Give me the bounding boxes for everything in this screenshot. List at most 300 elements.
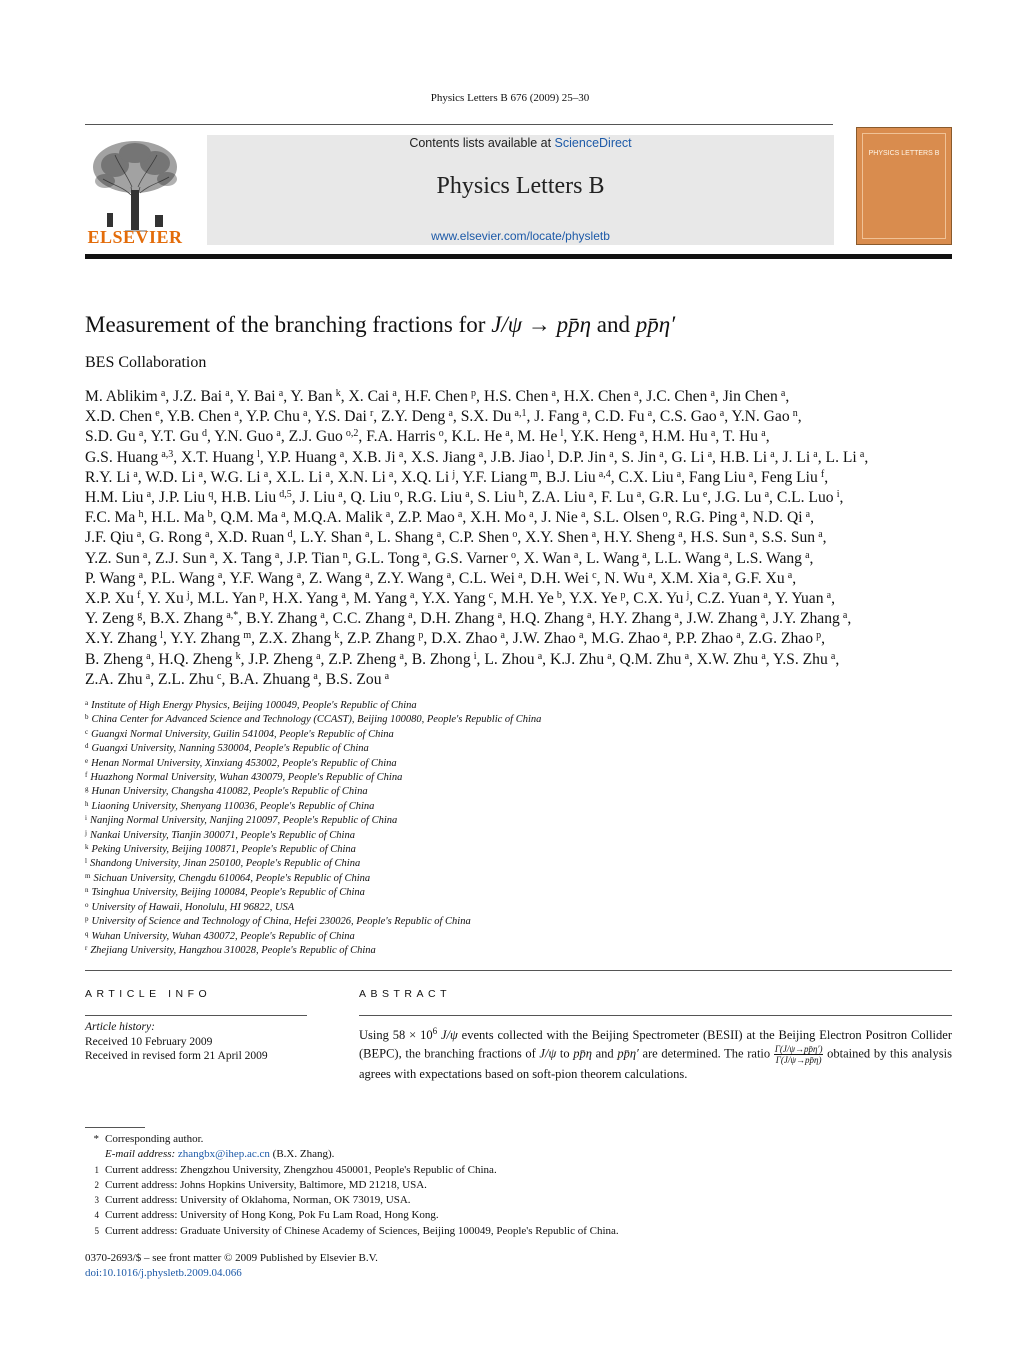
author-name[interactable]: H.X. Yang bbox=[272, 590, 339, 608]
author-name[interactable]: Y.S. Dai bbox=[314, 408, 367, 426]
author-affiliation-mark[interactable]: a bbox=[684, 650, 690, 662]
author-affiliation-mark[interactable]: l bbox=[160, 630, 163, 642]
author-affiliation-mark[interactable]: a bbox=[296, 569, 302, 581]
author-name[interactable]: Y.P. Huang bbox=[267, 448, 337, 466]
author-name[interactable]: H.Q. Zhang bbox=[509, 610, 584, 628]
author-name[interactable]: Z.P. Zhang bbox=[347, 630, 416, 648]
author-affiliation-mark[interactable]: a bbox=[263, 468, 269, 480]
author-affiliation-mark[interactable]: l bbox=[547, 448, 551, 460]
author-affiliation-mark[interactable]: o bbox=[662, 509, 668, 521]
author-affiliation-mark[interactable]: a bbox=[142, 549, 148, 561]
author-name[interactable]: C.L. Luo bbox=[776, 489, 834, 507]
author-affiliation-mark[interactable]: a bbox=[805, 509, 811, 521]
author-name[interactable]: Z.Y. Wang bbox=[377, 569, 444, 587]
author-name[interactable]: Y.N. Guo bbox=[214, 428, 274, 446]
author-affiliation-mark[interactable]: p bbox=[259, 590, 265, 602]
author-name[interactable]: L. Shang bbox=[377, 529, 434, 547]
author-affiliation-mark[interactable]: a bbox=[587, 610, 592, 622]
author-affiliation-mark[interactable]: a bbox=[647, 408, 653, 420]
author-name[interactable]: Y.F. Liang bbox=[462, 468, 528, 486]
author-affiliation-mark[interactable]: l bbox=[257, 448, 260, 460]
author-name[interactable]: C.D. Fu bbox=[594, 408, 645, 426]
author-affiliation-mark[interactable]: a bbox=[274, 549, 280, 561]
author-name[interactable]: Z.A. Zhu bbox=[85, 670, 143, 688]
author-affiliation-mark[interactable]: a bbox=[365, 569, 370, 581]
author-affiliation-mark[interactable]: a bbox=[537, 650, 543, 662]
author-affiliation-mark[interactable]: a bbox=[500, 630, 505, 642]
author-name[interactable]: D.H. Wei bbox=[530, 569, 590, 587]
author-name[interactable]: X.Y. Shen bbox=[525, 529, 589, 547]
author-name[interactable]: Y. Yuan bbox=[774, 590, 824, 608]
author-name[interactable]: X.B. Ji bbox=[351, 448, 396, 466]
author-affiliation-mark[interactable]: a bbox=[278, 388, 284, 399]
author-affiliation-mark[interactable]: a bbox=[578, 630, 584, 642]
author-name[interactable]: Y.X. Ye bbox=[569, 590, 618, 608]
sciencedirect-link[interactable]: ScienceDirect bbox=[554, 136, 632, 150]
author-name[interactable]: P.L. Wang bbox=[150, 569, 215, 587]
author-name[interactable]: F.C. Ma bbox=[85, 509, 136, 527]
author-name[interactable]: X.L. Li bbox=[276, 468, 323, 486]
author-affiliation-mark[interactable]: p bbox=[620, 590, 626, 602]
author-affiliation-mark[interactable]: a bbox=[365, 529, 370, 541]
author-name[interactable]: X.P. Xu bbox=[85, 590, 134, 608]
author-name[interactable]: M. He bbox=[517, 428, 558, 446]
author-name[interactable]: Z.X. Zhang bbox=[258, 630, 332, 648]
author-name[interactable]: R.G. Liu bbox=[407, 489, 463, 507]
author-name[interactable]: H.S. Chen bbox=[483, 388, 549, 405]
author-affiliation-mark[interactable]: a bbox=[607, 650, 612, 662]
author-affiliation-mark[interactable]: k bbox=[235, 650, 241, 662]
author-affiliation-mark[interactable]: a bbox=[422, 549, 428, 561]
author-name[interactable]: M. Ablikim bbox=[85, 388, 158, 405]
author-name[interactable]: J.B. Jiao bbox=[491, 448, 545, 466]
author-affiliation-mark[interactable]: p bbox=[471, 388, 477, 399]
author-affiliation-mark[interactable]: h bbox=[138, 509, 144, 521]
author-name[interactable]: H.F. Chen bbox=[404, 388, 468, 405]
author-name[interactable]: Z.J. Guo bbox=[288, 428, 343, 446]
author-name[interactable]: M. Yang bbox=[353, 590, 407, 608]
author-name[interactable]: N. Wu bbox=[604, 569, 646, 587]
author-name[interactable]: X.Q. Li bbox=[401, 468, 450, 486]
author-affiliation-mark[interactable]: g bbox=[137, 610, 143, 622]
author-name[interactable]: Y. Xu bbox=[147, 590, 184, 608]
author-affiliation-mark[interactable]: m bbox=[530, 468, 539, 480]
author-affiliation-mark[interactable]: a bbox=[410, 590, 415, 602]
author-affiliation-mark[interactable]: a bbox=[518, 569, 523, 581]
author-name[interactable]: Z.A. Liu bbox=[531, 489, 586, 507]
author-affiliation-mark[interactable]: a bbox=[805, 549, 810, 561]
author-affiliation-mark[interactable]: a bbox=[478, 448, 484, 460]
author-name[interactable]: J.W. Zhao bbox=[512, 630, 576, 648]
author-name[interactable]: B.S. Zou bbox=[325, 670, 382, 688]
author-name[interactable]: T. Hu bbox=[722, 428, 759, 446]
author-affiliation-mark[interactable]: a bbox=[761, 428, 766, 440]
author-name[interactable]: Y.T. Gu bbox=[150, 428, 199, 446]
author-affiliation-mark[interactable]: a bbox=[588, 489, 594, 501]
author-affiliation-mark[interactable]: a bbox=[710, 388, 715, 399]
author-name[interactable]: G. Li bbox=[671, 448, 705, 466]
author-name[interactable]: C.X. Yu bbox=[633, 590, 684, 608]
author-affiliation-mark[interactable]: a bbox=[320, 610, 325, 622]
author-affiliation-mark[interactable]: a bbox=[384, 670, 390, 682]
author-name[interactable]: Y.K. Heng bbox=[570, 428, 637, 446]
author-name[interactable]: W.G. Li bbox=[210, 468, 261, 486]
author-affiliation-mark[interactable]: i bbox=[836, 489, 840, 501]
author-name[interactable]: F.A. Harris bbox=[366, 428, 436, 446]
author-name[interactable]: X.M. Xia bbox=[660, 569, 720, 587]
author-affiliation-mark[interactable]: a bbox=[582, 408, 587, 420]
author-affiliation-mark[interactable]: a bbox=[826, 590, 832, 602]
author-affiliation-mark[interactable]: a bbox=[338, 489, 343, 501]
author-affiliation-mark[interactable]: a bbox=[573, 549, 579, 561]
author-affiliation-mark[interactable]: a bbox=[659, 448, 664, 460]
author-name[interactable]: B. Zhong bbox=[411, 650, 471, 668]
author-affiliation-mark[interactable]: a bbox=[780, 388, 786, 399]
author-name[interactable]: W.D. Li bbox=[145, 468, 196, 486]
author-affiliation-mark[interactable]: a bbox=[813, 448, 818, 460]
author-affiliation-mark[interactable]: a bbox=[446, 569, 452, 581]
author-name[interactable]: M.Q.A. Malik bbox=[293, 509, 383, 527]
author-affiliation-mark[interactable]: a bbox=[764, 489, 770, 501]
author-name[interactable]: G.S. Huang bbox=[85, 448, 159, 466]
author-name[interactable]: D.X. Zhao bbox=[431, 630, 498, 648]
author-name[interactable]: H.Y. Sheng bbox=[603, 529, 676, 547]
author-affiliation-mark[interactable]: a,* bbox=[226, 610, 239, 622]
author-name[interactable]: Q.M. Zhu bbox=[619, 650, 682, 668]
author-name[interactable]: L. Li bbox=[825, 448, 857, 466]
author-name[interactable]: M.G. Zhao bbox=[591, 630, 661, 648]
author-name[interactable]: Fang Liu bbox=[688, 468, 746, 486]
author-affiliation-mark[interactable]: a bbox=[724, 549, 729, 561]
author-affiliation-mark[interactable]: a bbox=[707, 448, 713, 460]
author-name[interactable]: H.S. Sun bbox=[690, 529, 747, 547]
author-name[interactable]: Y.F. Wang bbox=[229, 569, 294, 587]
author-name[interactable]: R.Y. Li bbox=[85, 468, 131, 486]
author-affiliation-mark[interactable]: a bbox=[385, 509, 391, 521]
author-affiliation-mark[interactable]: o bbox=[512, 529, 518, 541]
author-name[interactable]: K.J. Zhu bbox=[549, 650, 605, 668]
author-name[interactable]: Z. Wang bbox=[308, 569, 362, 587]
author-affiliation-mark[interactable]: a bbox=[217, 569, 223, 581]
author-affiliation-mark[interactable]: k bbox=[334, 630, 340, 642]
author-name[interactable]: B.X. Zhang bbox=[150, 610, 224, 628]
author-affiliation-mark[interactable]: a bbox=[722, 569, 728, 581]
author-affiliation-mark[interactable]: a bbox=[639, 428, 645, 440]
author-affiliation-mark[interactable]: o bbox=[438, 428, 444, 440]
author-name[interactable]: Y. Zeng bbox=[85, 610, 135, 628]
author-name[interactable]: J. Fang bbox=[534, 408, 580, 426]
author-affiliation-mark[interactable]: a bbox=[160, 388, 166, 399]
author-name[interactable]: X. Tang bbox=[222, 549, 272, 567]
author-name[interactable]: Feng Liu bbox=[761, 468, 818, 486]
author-name[interactable]: Y.Z. Sun bbox=[85, 549, 140, 567]
author-name[interactable]: Z.P. Mao bbox=[398, 509, 455, 527]
author-affiliation-mark[interactable]: p bbox=[816, 630, 822, 642]
author-affiliation-mark[interactable]: a bbox=[325, 468, 330, 480]
author-affiliation-mark[interactable]: a,3 bbox=[161, 448, 174, 460]
author-name[interactable]: L.L. Wang bbox=[654, 549, 721, 567]
author-affiliation-mark[interactable]: a bbox=[497, 610, 503, 622]
author-affiliation-mark[interactable]: a bbox=[133, 468, 138, 480]
author-name[interactable]: C.Z. Yuan bbox=[697, 590, 761, 608]
author-name[interactable]: C.S. Gao bbox=[659, 408, 717, 426]
author-affiliation-mark[interactable]: a bbox=[761, 650, 766, 662]
author-name[interactable]: J. Liu bbox=[299, 489, 336, 507]
author-name[interactable]: D.P. Jin bbox=[558, 448, 607, 466]
author-affiliation-mark[interactable]: a bbox=[787, 569, 793, 581]
author-name[interactable]: J.P. Liu bbox=[158, 489, 206, 507]
author-name[interactable]: G. Rong bbox=[148, 529, 202, 547]
author-affiliation-mark[interactable]: j bbox=[452, 468, 456, 480]
author-affiliation-mark[interactable]: e bbox=[155, 408, 160, 420]
author-name[interactable]: F. Lu bbox=[601, 489, 634, 507]
author-affiliation-mark[interactable]: j bbox=[186, 590, 190, 602]
author-affiliation-mark[interactable]: a bbox=[642, 549, 647, 561]
author-affiliation-mark[interactable]: q bbox=[208, 489, 214, 501]
author-affiliation-mark[interactable]: a bbox=[749, 529, 754, 541]
author-name[interactable]: Z.P. Zheng bbox=[328, 650, 397, 668]
author-name[interactable]: C.C. Zhang bbox=[332, 610, 405, 628]
author-affiliation-mark[interactable]: a bbox=[648, 569, 653, 581]
author-affiliation-mark[interactable]: a bbox=[551, 388, 556, 399]
author-affiliation-mark[interactable]: a bbox=[676, 468, 682, 480]
author-name[interactable]: J.C. Chen bbox=[646, 388, 708, 405]
author-name[interactable]: X.W. Zhu bbox=[696, 650, 759, 668]
author-name[interactable]: S.D. Gu bbox=[85, 428, 136, 446]
author-affiliation-mark[interactable]: a bbox=[146, 650, 151, 662]
author-name[interactable]: S.X. Du bbox=[460, 408, 512, 426]
author-name[interactable]: S.L. Olsen bbox=[593, 509, 660, 527]
author-name[interactable]: X.Y. Zhang bbox=[85, 630, 158, 648]
author-affiliation-mark[interactable]: a bbox=[591, 529, 597, 541]
author-affiliation-mark[interactable]: n bbox=[342, 549, 348, 561]
author-affiliation-mark[interactable]: a bbox=[209, 549, 215, 561]
author-affiliation-mark[interactable]: n bbox=[792, 408, 798, 420]
author-affiliation-mark[interactable]: a bbox=[198, 468, 203, 480]
author-affiliation-mark[interactable]: a bbox=[634, 388, 639, 399]
author-name[interactable]: Q. Liu bbox=[350, 489, 392, 507]
author-affiliation-mark[interactable]: a,1 bbox=[514, 408, 527, 420]
author-affiliation-mark[interactable]: a bbox=[740, 509, 745, 521]
author-affiliation-mark[interactable]: a bbox=[529, 509, 534, 521]
author-name[interactable]: J.Z. Bai bbox=[173, 388, 223, 405]
author-name[interactable]: N.D. Qi bbox=[752, 509, 803, 527]
author-name[interactable]: Z.G. Zhao bbox=[748, 630, 813, 648]
author-affiliation-mark[interactable]: a bbox=[770, 448, 775, 460]
author-name[interactable]: S. Jin bbox=[621, 448, 657, 466]
author-name[interactable]: C.L. Wei bbox=[458, 569, 515, 587]
author-affiliation-mark[interactable]: c bbox=[592, 569, 597, 581]
author-name[interactable]: C.P. Shen bbox=[448, 529, 510, 547]
author-affiliation-mark[interactable]: a bbox=[234, 408, 239, 420]
author-affiliation-mark[interactable]: e bbox=[702, 489, 708, 501]
author-affiliation-mark[interactable]: a bbox=[763, 590, 768, 602]
author-name[interactable]: J.P. Zheng bbox=[248, 650, 313, 668]
author-name[interactable]: B.Y. Zhang bbox=[246, 610, 318, 628]
author-affiliation-mark[interactable]: a bbox=[710, 428, 716, 440]
author-name[interactable]: H.X. Chen bbox=[563, 388, 631, 405]
author-affiliation-mark[interactable]: b bbox=[556, 590, 562, 602]
author-name[interactable]: C.X. Liu bbox=[618, 468, 674, 486]
author-affiliation-mark[interactable]: a bbox=[276, 428, 281, 440]
author-name[interactable]: D.H. Zhang bbox=[420, 610, 495, 628]
author-affiliation-mark[interactable]: a bbox=[341, 590, 346, 602]
author-affiliation-mark[interactable]: a bbox=[609, 448, 614, 460]
author-affiliation-mark[interactable]: h bbox=[518, 489, 524, 501]
author-name[interactable]: L. Wang bbox=[586, 549, 640, 567]
author-name[interactable]: X.T. Huang bbox=[181, 448, 254, 466]
author-affiliation-mark[interactable]: a bbox=[859, 448, 865, 460]
author-affiliation-mark[interactable]: a bbox=[818, 529, 823, 541]
author-affiliation-mark[interactable]: a bbox=[281, 509, 286, 521]
author-name[interactable]: H.M. Liu bbox=[85, 489, 144, 507]
author-name[interactable]: Y.Y. Zhang bbox=[170, 630, 241, 648]
author-affiliation-mark[interactable]: c bbox=[488, 590, 494, 602]
author-name[interactable]: P.P. Zhao bbox=[675, 630, 734, 648]
author-name[interactable]: Y.X. Yang bbox=[421, 590, 486, 608]
author-name[interactable]: H.B. Liu bbox=[221, 489, 277, 507]
author-name[interactable]: M.L. Yan bbox=[197, 590, 257, 608]
author-affiliation-mark[interactable]: f bbox=[137, 590, 141, 602]
author-name[interactable]: B.J. Liu bbox=[545, 468, 596, 486]
author-name[interactable]: X.N. Li bbox=[337, 468, 386, 486]
author-name[interactable]: H.M. Hu bbox=[651, 428, 708, 446]
author-affiliation-mark[interactable]: a bbox=[136, 529, 142, 541]
author-name[interactable]: Z.J. Sun bbox=[155, 549, 207, 567]
author-name[interactable]: G.R. Lu bbox=[649, 489, 700, 507]
author-name[interactable]: Y. Ban bbox=[290, 388, 333, 405]
author-name[interactable]: L. Zhou bbox=[484, 650, 535, 668]
author-affiliation-mark[interactable]: a bbox=[663, 630, 668, 642]
author-affiliation-mark[interactable]: f bbox=[820, 468, 825, 480]
author-affiliation-mark[interactable]: a bbox=[303, 408, 308, 420]
author-affiliation-mark[interactable]: a bbox=[748, 468, 754, 480]
author-affiliation-mark[interactable]: j bbox=[686, 590, 690, 602]
author-affiliation-mark[interactable]: c bbox=[216, 670, 222, 682]
author-name[interactable]: Y.P. Chu bbox=[246, 408, 300, 426]
author-name[interactable]: Jin Chen bbox=[722, 388, 778, 405]
author-affiliation-mark[interactable]: a bbox=[392, 388, 397, 399]
author-name[interactable]: X. Wan bbox=[523, 549, 571, 567]
author-name[interactable]: L.S. Wang bbox=[736, 549, 802, 567]
author-name[interactable]: H.L. Ma bbox=[151, 509, 205, 527]
author-affiliation-mark[interactable]: a bbox=[842, 610, 848, 622]
author-affiliation-mark[interactable]: o bbox=[394, 489, 400, 501]
author-affiliation-mark[interactable]: a bbox=[830, 650, 836, 662]
author-affiliation-mark[interactable]: a bbox=[399, 650, 404, 662]
author-name[interactable]: Y.N. Gao bbox=[731, 408, 790, 426]
author-affiliation-mark[interactable]: a bbox=[316, 650, 321, 662]
author-name[interactable]: S. Liu bbox=[477, 489, 516, 507]
author-affiliation-mark[interactable]: a bbox=[674, 610, 679, 622]
author-affiliation-mark[interactable]: a bbox=[313, 670, 318, 682]
author-affiliation-mark[interactable]: a bbox=[636, 489, 642, 501]
author-name[interactable]: H.Q. Zheng bbox=[158, 650, 233, 668]
author-name[interactable]: Z.L. Zhu bbox=[157, 670, 214, 688]
author-affiliation-mark[interactable]: a bbox=[138, 428, 144, 440]
author-name[interactable]: B. Zheng bbox=[85, 650, 144, 668]
author-affiliation-mark[interactable]: a bbox=[146, 489, 152, 501]
author-affiliation-mark[interactable]: a bbox=[719, 408, 725, 420]
author-name[interactable]: Z.Y. Deng bbox=[381, 408, 446, 426]
email-link[interactable]: zhangbx@ihep.ac.cn bbox=[177, 1148, 270, 1161]
author-name[interactable]: R.G. Ping bbox=[675, 509, 738, 527]
author-affiliation-mark[interactable]: i bbox=[473, 650, 477, 662]
author-name[interactable]: Y. Bai bbox=[236, 388, 276, 405]
author-affiliation-mark[interactable]: r bbox=[369, 408, 374, 420]
author-affiliation-mark[interactable]: o bbox=[510, 549, 516, 561]
author-name[interactable]: J.G. Lu bbox=[715, 489, 762, 507]
author-affiliation-mark[interactable]: a bbox=[760, 610, 766, 622]
author-name[interactable]: M.H. Ye bbox=[500, 590, 554, 608]
author-affiliation-mark[interactable]: a bbox=[339, 448, 345, 460]
author-affiliation-mark[interactable]: m bbox=[243, 630, 252, 642]
author-affiliation-mark[interactable]: o,2 bbox=[345, 428, 359, 440]
author-affiliation-mark[interactable]: a bbox=[225, 388, 230, 399]
author-name[interactable]: K.L. He bbox=[451, 428, 503, 446]
author-affiliation-mark[interactable]: a bbox=[388, 468, 394, 480]
author-name[interactable]: J. Li bbox=[782, 448, 811, 466]
author-name[interactable]: Y.B. Chen bbox=[166, 408, 232, 426]
author-affiliation-mark[interactable]: a bbox=[678, 529, 683, 541]
author-name[interactable]: X.D. Chen bbox=[85, 408, 153, 426]
author-affiliation-mark[interactable]: a bbox=[448, 408, 453, 420]
author-affiliation-mark[interactable]: a bbox=[436, 529, 442, 541]
author-affiliation-mark[interactable]: d bbox=[201, 428, 207, 440]
author-name[interactable]: G.F. Xu bbox=[735, 569, 785, 587]
author-name[interactable]: X. Cai bbox=[348, 388, 390, 405]
author-name[interactable]: B.A. Zhuang bbox=[229, 670, 311, 688]
author-name[interactable]: X.S. Jiang bbox=[411, 448, 476, 466]
author-affiliation-mark[interactable]: d,5 bbox=[279, 489, 292, 501]
author-name[interactable]: G.S. Varner bbox=[434, 549, 508, 567]
author-affiliation-mark[interactable]: b bbox=[207, 509, 213, 521]
author-name[interactable]: X.D. Ruan bbox=[217, 529, 285, 547]
author-name[interactable]: G.L. Tong bbox=[355, 549, 420, 567]
author-name[interactable]: P. Wang bbox=[85, 569, 136, 587]
author-name[interactable]: H.Y. Zhang bbox=[599, 610, 672, 628]
author-name[interactable]: L.Y. Shan bbox=[300, 529, 362, 547]
author-affiliation-mark[interactable]: a bbox=[580, 509, 586, 521]
author-affiliation-mark[interactable]: a bbox=[204, 529, 210, 541]
author-affiliation-mark[interactable]: a bbox=[457, 509, 463, 521]
author-name[interactable]: Y.S. Zhu bbox=[773, 650, 828, 668]
author-name[interactable]: J. Nie bbox=[541, 509, 578, 527]
author-affiliation-mark[interactable]: a bbox=[736, 630, 741, 642]
author-name[interactable]: J.P. Tian bbox=[287, 549, 340, 567]
author-affiliation-mark[interactable]: l bbox=[560, 428, 564, 440]
author-name[interactable]: S.S. Sun bbox=[761, 529, 816, 547]
author-name[interactable]: J.W. Zhang bbox=[686, 610, 758, 628]
author-name[interactable]: Q.M. Ma bbox=[220, 509, 279, 527]
author-affiliation-mark[interactable]: k bbox=[335, 388, 341, 399]
author-name[interactable]: H.B. Li bbox=[719, 448, 768, 466]
author-affiliation-mark[interactable]: a bbox=[408, 610, 413, 622]
author-affiliation-mark[interactable]: p bbox=[418, 630, 424, 642]
author-affiliation-mark[interactable]: a bbox=[398, 448, 404, 460]
author-affiliation-mark[interactable]: a bbox=[138, 569, 144, 581]
author-name[interactable]: J.Y. Zhang bbox=[772, 610, 840, 628]
author-affiliation-mark[interactable]: a bbox=[145, 670, 151, 682]
author-name[interactable]: X.H. Mo bbox=[470, 509, 527, 527]
doi-link[interactable]: doi:10.1016/j.physletb.2009.04.066 bbox=[85, 1266, 242, 1279]
author-affiliation-mark[interactable]: d bbox=[287, 529, 293, 541]
author-affiliation-mark[interactable]: a bbox=[505, 428, 510, 440]
author-affiliation-mark[interactable]: a,4 bbox=[598, 468, 611, 480]
journal-url-link[interactable]: www.elsevier.com/locate/physletb bbox=[431, 229, 610, 243]
author-name[interactable]: J.F. Qiu bbox=[85, 529, 134, 547]
author-affiliation-mark[interactable]: a bbox=[465, 489, 470, 501]
